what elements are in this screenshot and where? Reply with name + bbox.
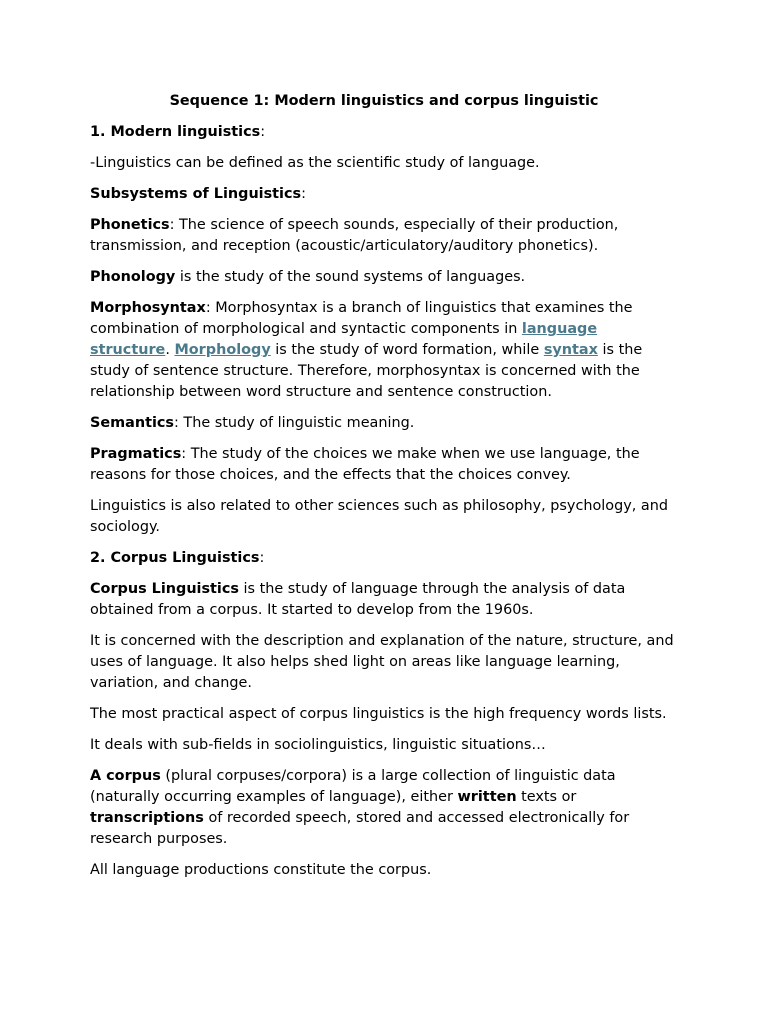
morphosyntax-term: Morphosyntax: [90, 300, 206, 316]
linguistics-definition: -Linguistics can be defined as the scientific study of language.: [90, 155, 540, 171]
related-sciences-paragraph: Linguistics is also related to other sciences such as philosophy, psychology, and sociology.: [90, 498, 668, 535]
language-productions-paragraph: All language productions constitute the corpus.: [90, 862, 432, 878]
semantics-paragraph: [90, 413, 678, 434]
corpus-subfields-paragraph: It deals with sub-fields in sociolinguistics, linguistic situations…: [90, 737, 546, 753]
morphosyntax-text-3: is the study of word formation, while: [270, 342, 544, 358]
syntax-link[interactable]: syntax: [543, 342, 598, 358]
pragmatics-text: : The study of the choices we make when we use language, the reasons for those choices, and the effects that the choices convey.: [90, 446, 640, 483]
phonetics-term: Phonetics: [90, 217, 170, 233]
corpus-term: A corpus: [90, 768, 161, 784]
document-title: Sequence 1: Modern linguistics and corpus linguistic: [169, 93, 599, 109]
corpus-def-text-2: texts or: [516, 789, 577, 805]
section-1-heading: [90, 122, 678, 143]
corpus-practical-paragraph: The most practical aspect of corpus linguistics is the high frequency words lists.: [90, 706, 667, 722]
phonology-term: Phonology: [90, 269, 176, 285]
phonetics-text: : The science of speech sounds, especially of their production, transmission, and reception (acoustic/articulatory/auditory phonetics).: [90, 217, 619, 254]
morphosyntax-text-4: is the study of sentence structure. Therefore, morphosyntax is concerned with the relationship between word structure and sentence construction.: [90, 342, 643, 400]
phonetics-paragraph: [90, 215, 678, 257]
corpus-def-text-3: of recorded speech, stored and accessed electronically for research purposes.: [90, 810, 630, 847]
corpus-definition-paragraph: [90, 766, 678, 850]
section-1-heading-colon: :: [260, 124, 266, 140]
morphosyntax-text-1: : Morphosyntax is a branch of linguistics that examines the combination of morphological and syntactic components in: [90, 300, 633, 337]
written-term: written: [457, 789, 517, 805]
phonology-paragraph: [90, 267, 678, 288]
section-2-heading-colon: :: [259, 550, 265, 566]
subsystems-heading-colon: :: [301, 186, 306, 202]
corpus-linguistics-intro: [90, 579, 678, 621]
section-1-heading-text: 1. Modern linguistics: [90, 124, 261, 140]
corpus-linguistics-term: Corpus Linguistics: [90, 581, 239, 597]
transcriptions-term: transcriptions: [90, 810, 204, 826]
section-2-heading: [90, 548, 678, 569]
morphosyntax-text-2: .: [165, 342, 175, 358]
language-structure-link[interactable]: language structure: [90, 321, 598, 358]
semantics-text: : The study of linguistic meaning.: [173, 415, 415, 431]
subsystems-heading: [90, 184, 678, 205]
pragmatics-paragraph: [90, 444, 678, 486]
pragmatics-term: Pragmatics: [90, 446, 182, 462]
semantics-term: Semantics: [90, 415, 174, 431]
corpus-linguistics-intro-text: is the study of language through the analysis of data obtained from a corpus. It started to develop from the 1960s.: [90, 581, 626, 618]
subsystems-heading-text: Subsystems of Linguistics: [90, 186, 302, 202]
morphosyntax-paragraph: [90, 298, 678, 403]
section-2-heading-text: 2. Corpus Linguistics: [90, 550, 260, 566]
morphology-link[interactable]: Morphology: [174, 342, 271, 358]
corpus-def-text-1: (plural corpuses/corpora) is a large collection of linguistic data (naturally occurring examples of language), either: [90, 768, 616, 805]
corpus-concern-paragraph: It is concerned with the description and explanation of the nature, structure, and uses of language. It also helps shed light on areas like language learning, variation, and change.: [90, 633, 674, 691]
phonology-text: is the study of the sound systems of languages.: [175, 269, 526, 285]
